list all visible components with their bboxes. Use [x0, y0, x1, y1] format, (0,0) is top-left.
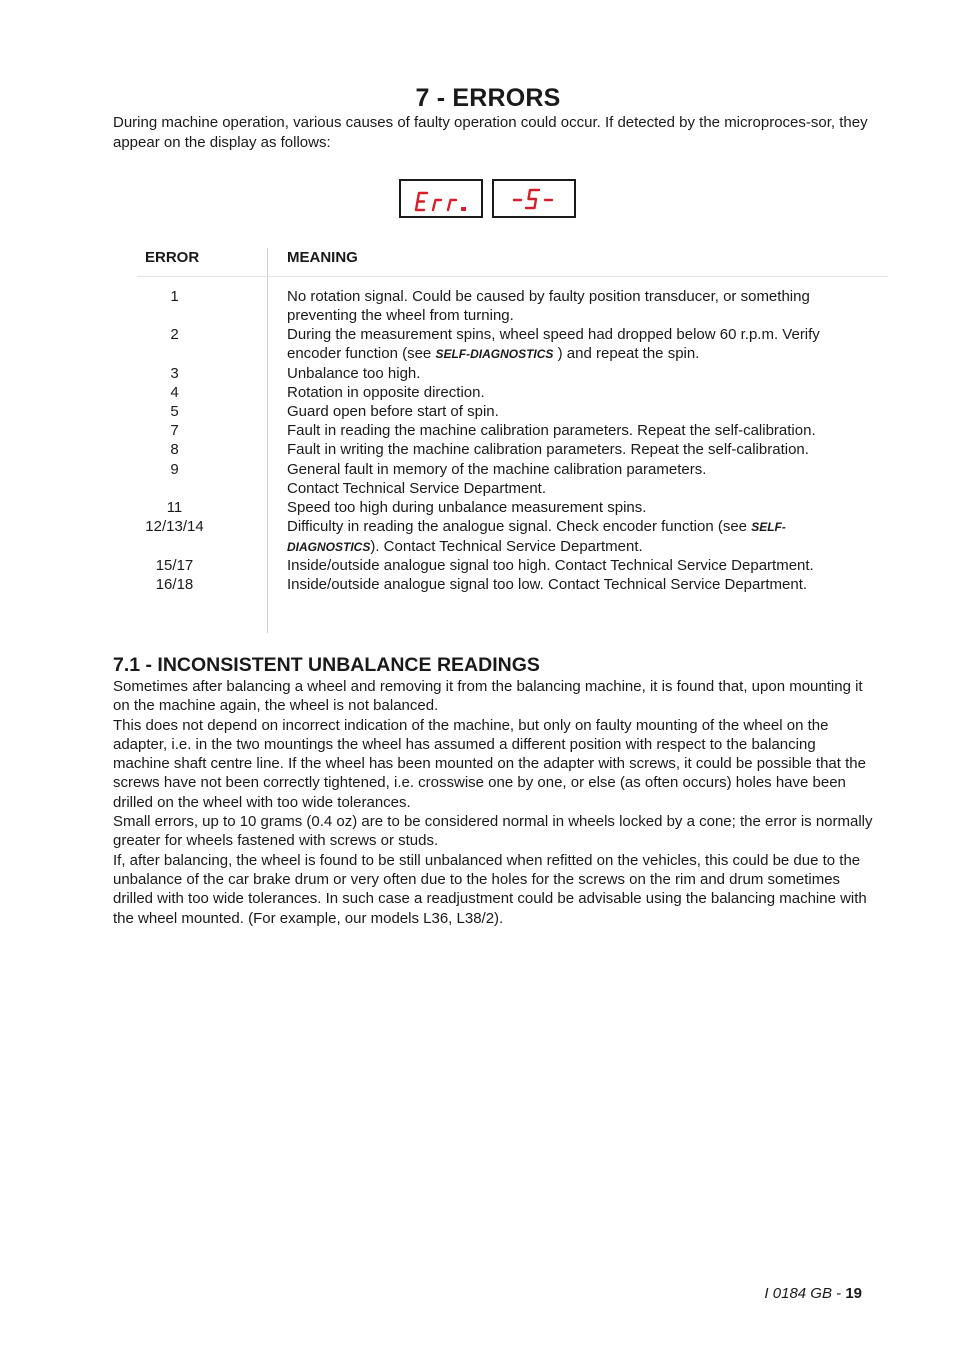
self-diagnostics-ref: SELF-DIAGNOSTICS	[435, 347, 554, 361]
error-code: 15/17	[155, 557, 194, 574]
page-title: 7 - ERRORS	[415, 84, 561, 112]
error-table	[137, 243, 888, 633]
error-code: 7	[170, 422, 179, 439]
page-footer: I 0184 GB - 19	[764, 1285, 862, 1302]
paragraph: Sometimes after balancing a wheel and removing it from the balancing machine, it is found that, upon mounting it on the machine again, the wheel is not balanced.	[113, 678, 863, 715]
header-divider	[137, 276, 888, 277]
error-code: 16/18	[155, 576, 194, 593]
error-display-right	[492, 171, 576, 218]
error-meaning: No rotation signal. Could be caused by faulty position transducer, or something preventing the wheel from turning.	[287, 288, 810, 324]
error-meaning: Difficulty in reading the analogue signal. Check encoder function (see SELF-DIAGNOSTICS). Contact Technical Service Department.	[287, 518, 786, 555]
paragraph: This does not depend on incorrect indication of the machine, but only on faulty mounting of the wheel on the adapter, i.e. in the two mountings the wheel has assumed a different position with respect to the balancing machine shaft centre line. If the wheel has been mounted on the adapter with screws, it could be possible that the screws have not been correctly tightened, i.e. crosswise one by one, or else (as often occurs) holes have been drilled on the wheel with too wide tolerances.	[113, 716, 866, 811]
paragraph: Small errors, up to 10 grams (0.4 oz) are to be considered normal in wheels locked by a cone; the error is normally greater for wheels fastened with screws or studs.	[113, 813, 873, 850]
error-code: 9	[170, 461, 179, 478]
paragraph: If, after balancing, the wheel is found to be still unbalanced when refitted on the vehicles, this could be due to the unbalance of the car brake drum or very often due to the holes for the screws on the rim and drum sometimes drilled with too wide tolerances. In such case a readjustment could be advisable using the balancing machine with the wheel mounted. (For example, our models L36, L38/2).	[113, 851, 867, 927]
error-code: 12/13/14	[145, 518, 204, 535]
error-display-left	[399, 171, 483, 218]
error-code: 11	[166, 499, 183, 516]
error-code: 1	[170, 288, 179, 305]
error-code: 8	[170, 441, 179, 458]
decimal-point	[461, 207, 466, 211]
error-code: 2	[170, 326, 179, 343]
err-readout-text: Err.	[401, 171, 403, 172]
error-meaning: Inside/outside analogue signal too low. Contact Technical Service Department.	[287, 576, 808, 593]
code-segment-readout	[494, 171, 574, 216]
error-meaning: Guard open before start of spin.	[287, 403, 499, 420]
error-meaning: Fault in writing the machine calibration parameters. Repeat the self-calibration.	[287, 441, 809, 458]
error-code: 4	[170, 384, 179, 401]
header-error: ERROR	[145, 249, 200, 266]
error-meaning: Unbalance too high.	[287, 365, 421, 382]
error-meaning: During the measurement spins, wheel speed had dropped below 60 r.p.m. Verify encoder function (see SELF-DIAGNOSTICS ) and repeat the spin.	[287, 326, 820, 362]
error-meaning: Fault in reading the machine calibration parameters. Repeat the self-calibration.	[287, 422, 816, 439]
page-number: 19	[845, 1285, 862, 1302]
doc-code: I 0184 GB	[764, 1285, 832, 1302]
error-meaning: General fault in memory of the machine calibration parameters. Contact Technical Service Department.	[287, 461, 707, 497]
err-segment-readout	[401, 171, 481, 216]
error-code: 5	[170, 403, 179, 420]
error-meaning: Inside/outside analogue signal too high. Contact Technical Service Department.	[287, 557, 814, 574]
error-meaning: Rotation in opposite direction.	[287, 384, 485, 401]
intro-paragraph: During machine operation, various causes of faulty operation could occur. If detected by the microproces-sor, they appear on the display as follows:	[113, 114, 868, 151]
section-body	[113, 677, 873, 928]
code-readout-text: -5-	[494, 171, 496, 172]
section-title: 7.1 - INCONSISTENT UNBALANCE READINGS	[113, 654, 540, 676]
header-meaning: MEANING	[287, 249, 358, 266]
error-meaning: Speed too high during unbalance measurement spins.	[287, 499, 647, 516]
self-diagnostics-ref: SELF-DIAGNOSTICS	[287, 520, 786, 554]
column-divider	[267, 248, 268, 633]
error-code: 3	[170, 365, 179, 382]
